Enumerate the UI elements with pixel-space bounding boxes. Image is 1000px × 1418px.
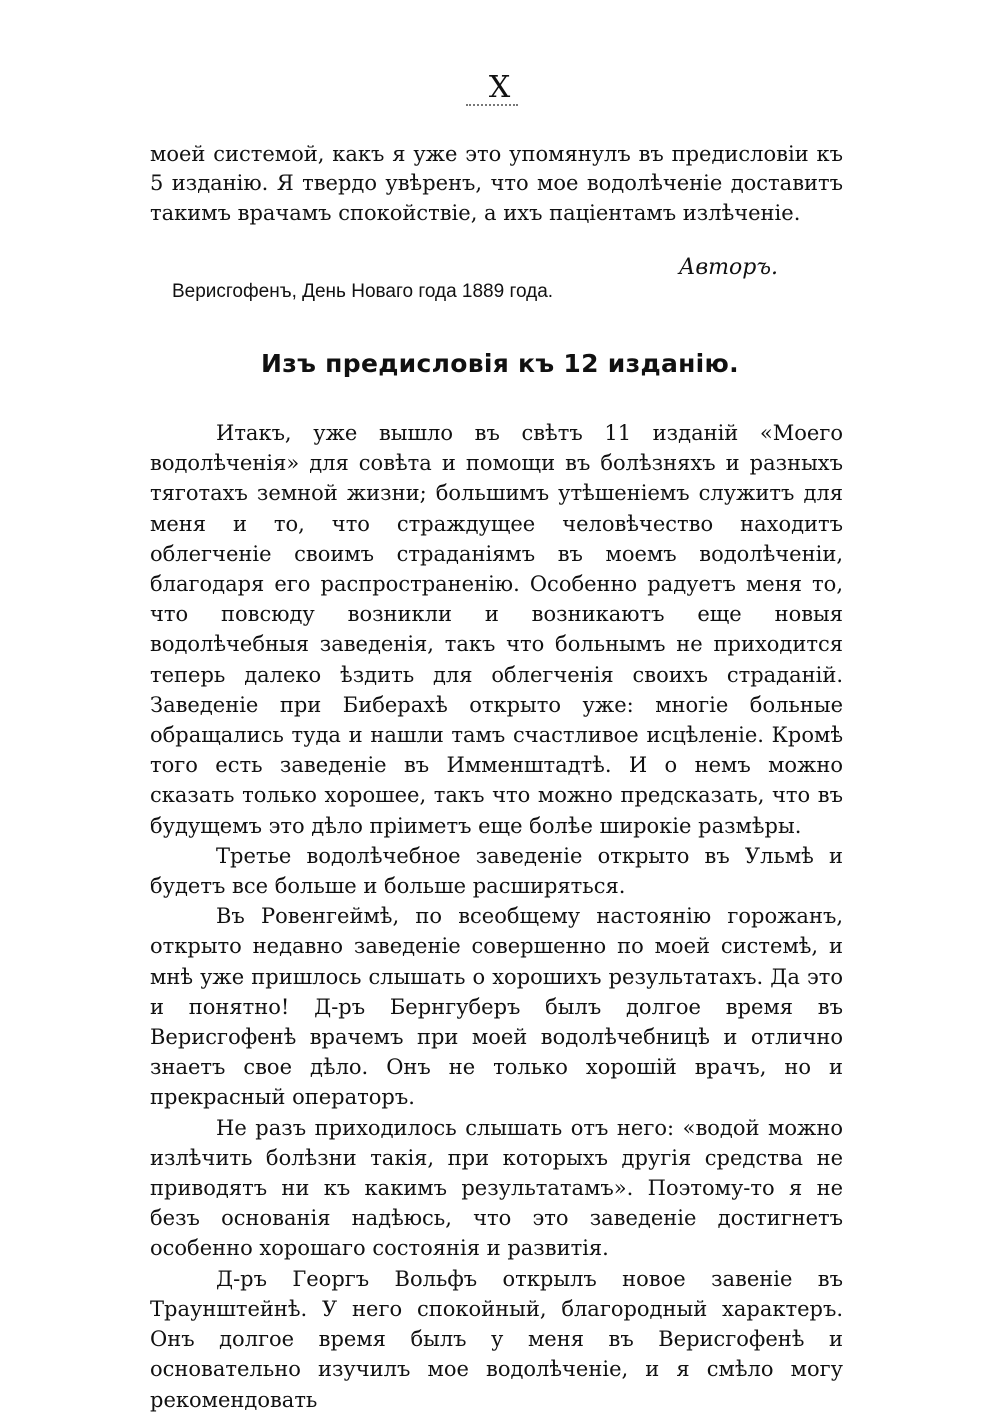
body-paragraph-4: Не разъ приходилось слышать отъ него: «водой можно излѣчить болѣзни такія, при которыхъ другія средства не приводятъ ни къ какимъ результатамъ». Поэтому-то я не безъ основанія надѣюсь, что это заведеніе достигнетъ особенно хорошаго состоянія и развитія. [150, 1115, 843, 1261]
intro-paragraph: моей системой, какъ я уже это упомянулъ въ предисловіи къ 5 изданію. Я твердо увѣренъ, что мое водолѣченіе доставитъ такимъ врачамъ спокойствіе, а ихъ паціентамъ излѣченіе. [150, 142, 843, 225]
dateline: Верисгофенъ, День Новаго года 1889 года. [172, 281, 554, 302]
body-paragraph-5: Д-ръ Георгъ Вольфъ открылъ новое завеніе въ Траунштейнѣ. У него спокойный, благородный характеръ. Онъ долгое время былъ у меня въ Верисгофенѣ и основательно изучилъ мое водолѣченіе, и я смѣло могу рекомендовать [150, 1266, 843, 1412]
page-number-rule [466, 104, 518, 106]
section-heading: Изъ предисловія къ 12 изданію. [261, 349, 739, 378]
section-body [150, 418, 843, 1415]
body-paragraph-2: Третье водолѣчебное заведеніе открыто въ Ульмѣ и будетъ все больше и больше расширяться. [150, 843, 843, 899]
page-number: X [488, 70, 512, 105]
body-paragraph-3: Въ Ровенгеймѣ, по всеобщему настоянію горожанъ, открыто недавно заведеніе совершенно по моей системѣ, и мнѣ уже пришлось слышать о хорошихъ результатахъ. Да это и понятно! Д-ръ Бернгуберъ былъ долгое время въ Верисгофенѣ врачемъ при моей водолѣчебницѣ и отлично знаетъ свое дѣло. Онъ не только хорошій врачъ, но и прекрасный операторъ. [150, 904, 843, 1110]
author-signature: Авторъ. [678, 255, 778, 280]
body-paragraph-1: Итакъ, уже вышло въ свѣтъ 11 изданій «Моего водолѣченія» для совѣта и помощи въ болѣзняхъ и разныхъ тяготахъ земной жизни; большимъ утѣшеніемъ служитъ для меня и то, что страждущее человѣчество находитъ облегченіе своимъ страданіямъ въ моемъ водолѣченіи, благодаря его распространенію. Особенно радуетъ меня то, что повсюду возникли и возникаютъ еще новыя водолѣчебныя заведенія, такъ что больнымъ не приходится теперь далеко ѣздить для облегченія своихъ страданій. Заведеніе при Биберахѣ открыто уже: многіе больные обращались туда и нашли тамъ счастливое исцѣленіе. Кромѣ того есть заведеніе въ Имменштадтѣ. И о немъ можно сказать только хорошее, такъ что можно предсказать, что въ будущемъ это дѣло пріиметъ еще болѣе широкіе размѣры. [150, 421, 843, 838]
